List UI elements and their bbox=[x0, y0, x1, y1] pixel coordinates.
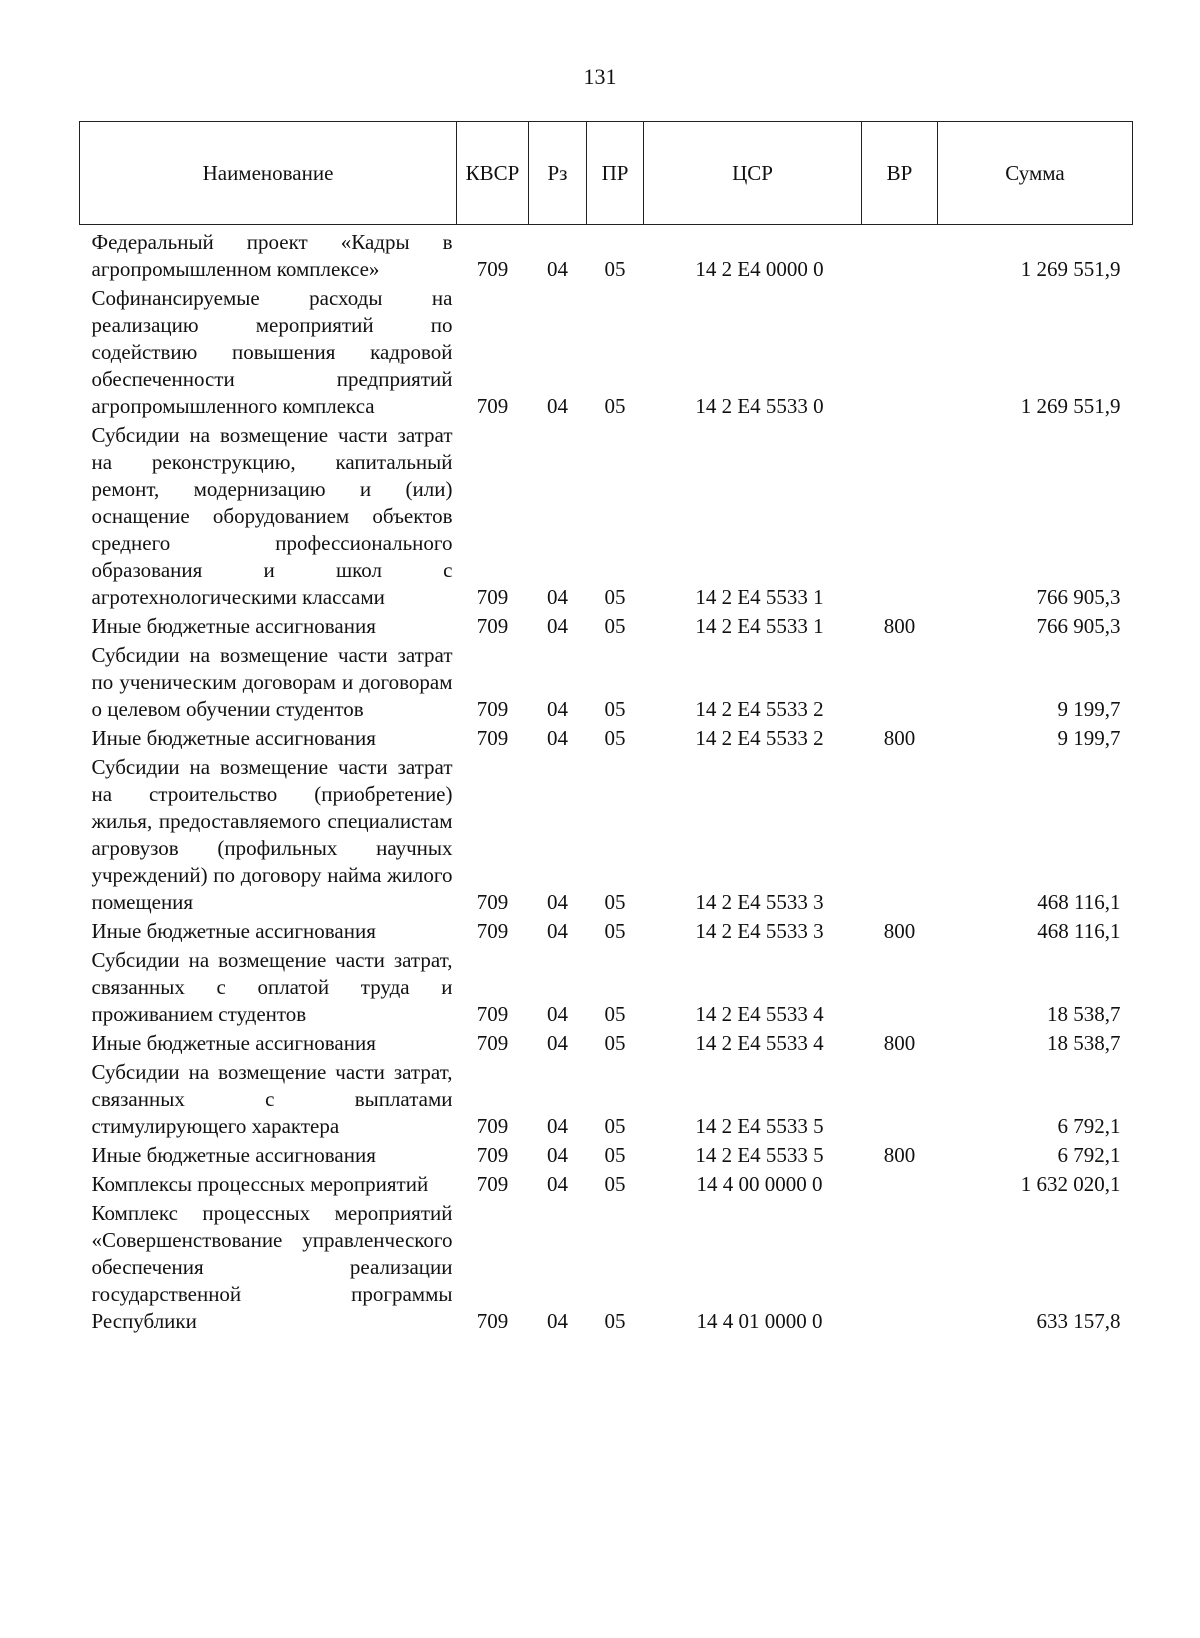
cell-csr: 14 2 Е4 0000 0 bbox=[695, 257, 824, 281]
cell-kvsr: 709 bbox=[476, 257, 509, 281]
table-row bbox=[80, 1028, 1133, 1057]
cell-rz: 04 bbox=[547, 1172, 568, 1196]
cell-rz: 04 bbox=[547, 1114, 568, 1138]
cell-name: Комплексы процессных мероприятий bbox=[91, 1172, 429, 1196]
table-row bbox=[80, 1057, 1133, 1140]
cell-rz: 04 bbox=[547, 614, 568, 638]
cell-pr: 05 bbox=[604, 394, 626, 418]
cell-vr bbox=[862, 1198, 938, 1335]
cell-vr: 800 bbox=[883, 726, 916, 750]
cell-name: Иные бюджетные ассигнования bbox=[91, 1031, 376, 1055]
table-row bbox=[80, 723, 1133, 752]
table-row bbox=[80, 945, 1133, 1028]
cell-rz: 04 bbox=[547, 257, 568, 281]
cell-pr: 05 bbox=[604, 919, 626, 943]
cell-name: Иные бюджетные ассигнования bbox=[91, 726, 376, 750]
cell-sum: 9 199,7 bbox=[1057, 697, 1121, 721]
cell-name: Иные бюджетные ассигнования bbox=[91, 614, 376, 638]
cell-rz: 04 bbox=[547, 919, 568, 943]
cell-vr bbox=[862, 1169, 938, 1198]
cell-rz: 04 bbox=[547, 1309, 568, 1333]
cell-pr: 05 bbox=[604, 726, 626, 750]
table-row bbox=[80, 1169, 1133, 1198]
header-pr: ПР bbox=[587, 122, 644, 225]
cell-csr: 14 2 Е4 5533 1 bbox=[695, 614, 824, 638]
table-header bbox=[80, 122, 1133, 225]
cell-pr: 05 bbox=[604, 890, 626, 914]
cell-rz: 04 bbox=[547, 585, 568, 609]
header-kvsr: КВСР bbox=[457, 122, 529, 225]
cell-kvsr: 709 bbox=[476, 394, 509, 418]
table-row bbox=[80, 1198, 1133, 1335]
cell-kvsr: 709 bbox=[476, 614, 509, 638]
cell-rz: 04 bbox=[547, 1002, 568, 1026]
cell-vr bbox=[862, 225, 938, 284]
cell-csr: 14 4 01 0000 0 bbox=[696, 1309, 823, 1333]
cell-name: Софинансируемые расходы на реализацию мероприятий по содействию повышения кадровой обеспеченности предприятий агропромышленного комплекса bbox=[91, 286, 453, 418]
cell-csr: 14 2 Е4 5533 5 bbox=[695, 1114, 824, 1138]
header-name: Наименование bbox=[80, 122, 457, 225]
cell-kvsr: 709 bbox=[476, 726, 509, 750]
header-vr: ВР bbox=[862, 122, 938, 225]
cell-pr: 05 bbox=[604, 1031, 626, 1055]
cell-pr: 05 bbox=[604, 1172, 626, 1196]
cell-vr bbox=[862, 1057, 938, 1140]
cell-sum: 468 116,1 bbox=[1037, 890, 1121, 914]
table-row bbox=[80, 752, 1133, 916]
cell-sum: 18 538,7 bbox=[1047, 1002, 1121, 1026]
cell-pr: 05 bbox=[604, 1309, 626, 1333]
table-row bbox=[80, 420, 1133, 611]
cell-vr: 800 bbox=[883, 1143, 916, 1167]
cell-sum: 9 199,7 bbox=[1057, 726, 1121, 750]
table-row bbox=[80, 283, 1133, 420]
table-row bbox=[80, 611, 1133, 640]
cell-rz: 04 bbox=[547, 1143, 568, 1167]
cell-kvsr: 709 bbox=[476, 585, 509, 609]
cell-csr: 14 2 Е4 5533 0 bbox=[695, 394, 824, 418]
table-row bbox=[80, 916, 1133, 945]
cell-pr: 05 bbox=[604, 1143, 626, 1167]
cell-rz: 04 bbox=[547, 890, 568, 914]
cell-vr bbox=[862, 640, 938, 723]
cell-rz: 04 bbox=[547, 726, 568, 750]
cell-kvsr: 709 bbox=[476, 1143, 509, 1167]
cell-pr: 05 bbox=[604, 614, 626, 638]
cell-sum: 766 905,3 bbox=[1036, 614, 1121, 638]
cell-kvsr: 709 bbox=[476, 919, 509, 943]
cell-name: Субсидии на возмещение части затрат на реконструкцию, капитальный ремонт, модернизацию и (или) оснащение оборудованием объектов среднего профессионального образования и школ с агротехнологическими классами bbox=[91, 423, 453, 609]
cell-csr: 14 2 Е4 5533 4 bbox=[695, 1002, 824, 1026]
header-row bbox=[80, 122, 1133, 225]
cell-vr bbox=[862, 420, 938, 611]
cell-sum: 468 116,1 bbox=[1037, 919, 1121, 943]
cell-csr: 14 2 Е4 5533 3 bbox=[695, 919, 824, 943]
cell-sum: 1 269 551,9 bbox=[1020, 257, 1121, 281]
cell-sum: 1 269 551,9 bbox=[1020, 394, 1121, 418]
cell-kvsr: 709 bbox=[476, 1002, 509, 1026]
cell-kvsr: 709 bbox=[476, 697, 509, 721]
cell-csr: 14 2 Е4 5533 5 bbox=[695, 1143, 824, 1167]
cell-sum: 766 905,3 bbox=[1036, 585, 1121, 609]
cell-pr: 05 bbox=[604, 1002, 626, 1026]
cell-vr bbox=[862, 283, 938, 420]
cell-sum: 6 792,1 bbox=[1057, 1114, 1121, 1138]
cell-pr: 05 bbox=[604, 1114, 626, 1138]
cell-csr: 14 2 Е4 5533 1 bbox=[695, 585, 824, 609]
cell-vr bbox=[862, 945, 938, 1028]
header-sum: Сумма bbox=[938, 122, 1133, 225]
cell-sum: 633 157,8 bbox=[1036, 1309, 1121, 1333]
cell-rz: 04 bbox=[547, 394, 568, 418]
cell-csr: 14 2 Е4 5533 2 bbox=[695, 697, 824, 721]
cell-csr: 14 2 Е4 5533 2 bbox=[695, 726, 824, 750]
cell-pr: 05 bbox=[604, 257, 626, 281]
cell-name: Иные бюджетные ассигнования bbox=[91, 1143, 376, 1167]
cell-vr bbox=[862, 752, 938, 916]
cell-vr: 800 bbox=[883, 919, 916, 943]
cell-kvsr: 709 bbox=[476, 1172, 509, 1196]
cell-name: Федеральный проект «Кадры в агропромышленном комплексе» bbox=[91, 230, 453, 281]
header-csr: ЦСР bbox=[644, 122, 862, 225]
cell-name: Субсидии на возмещение части затрат, связанных с оплатой труда и проживанием студентов bbox=[91, 948, 453, 1026]
cell-sum: 6 792,1 bbox=[1057, 1143, 1121, 1167]
budget-table bbox=[79, 121, 1133, 1335]
cell-pr: 05 bbox=[604, 585, 626, 609]
cell-name: Комплекс процессных мероприятий «Совершенствование управленческого обеспечения реализации государственной программы Республики bbox=[91, 1201, 453, 1333]
cell-sum: 18 538,7 bbox=[1047, 1031, 1121, 1055]
cell-vr: 800 bbox=[883, 614, 916, 638]
cell-csr: 14 2 Е4 5533 4 bbox=[695, 1031, 824, 1055]
table-body bbox=[80, 225, 1133, 1336]
cell-name: Субсидии на возмещение части затрат на строительство (приобретение) жилья, предоставляемого специалистам агровузов (профильных научных учреждений) по договору найма жилого помещения bbox=[91, 755, 453, 914]
cell-name: Субсидии на возмещение части затрат по ученическим договорам и договорам о целевом обучении студентов bbox=[91, 643, 453, 721]
page-number: 131 bbox=[583, 64, 617, 89]
cell-pr: 05 bbox=[604, 697, 626, 721]
cell-name: Иные бюджетные ассигнования bbox=[91, 919, 376, 943]
cell-csr: 14 2 Е4 5533 3 bbox=[695, 890, 824, 914]
cell-csr: 14 4 00 0000 0 bbox=[696, 1172, 823, 1196]
cell-kvsr: 709 bbox=[476, 1309, 509, 1333]
table-row bbox=[80, 225, 1133, 284]
cell-vr: 800 bbox=[883, 1031, 916, 1055]
header-rz: Рз bbox=[529, 122, 587, 225]
cell-sum: 1 632 020,1 bbox=[1020, 1172, 1121, 1196]
cell-name: Субсидии на возмещение части затрат, связанных с выплатами стимулирующего характера bbox=[91, 1060, 453, 1138]
table-row bbox=[80, 640, 1133, 723]
cell-rz: 04 bbox=[547, 697, 568, 721]
cell-kvsr: 709 bbox=[476, 1114, 509, 1138]
cell-kvsr: 709 bbox=[476, 1031, 509, 1055]
table-row bbox=[80, 1140, 1133, 1169]
cell-rz: 04 bbox=[547, 1031, 568, 1055]
cell-kvsr: 709 bbox=[476, 890, 509, 914]
